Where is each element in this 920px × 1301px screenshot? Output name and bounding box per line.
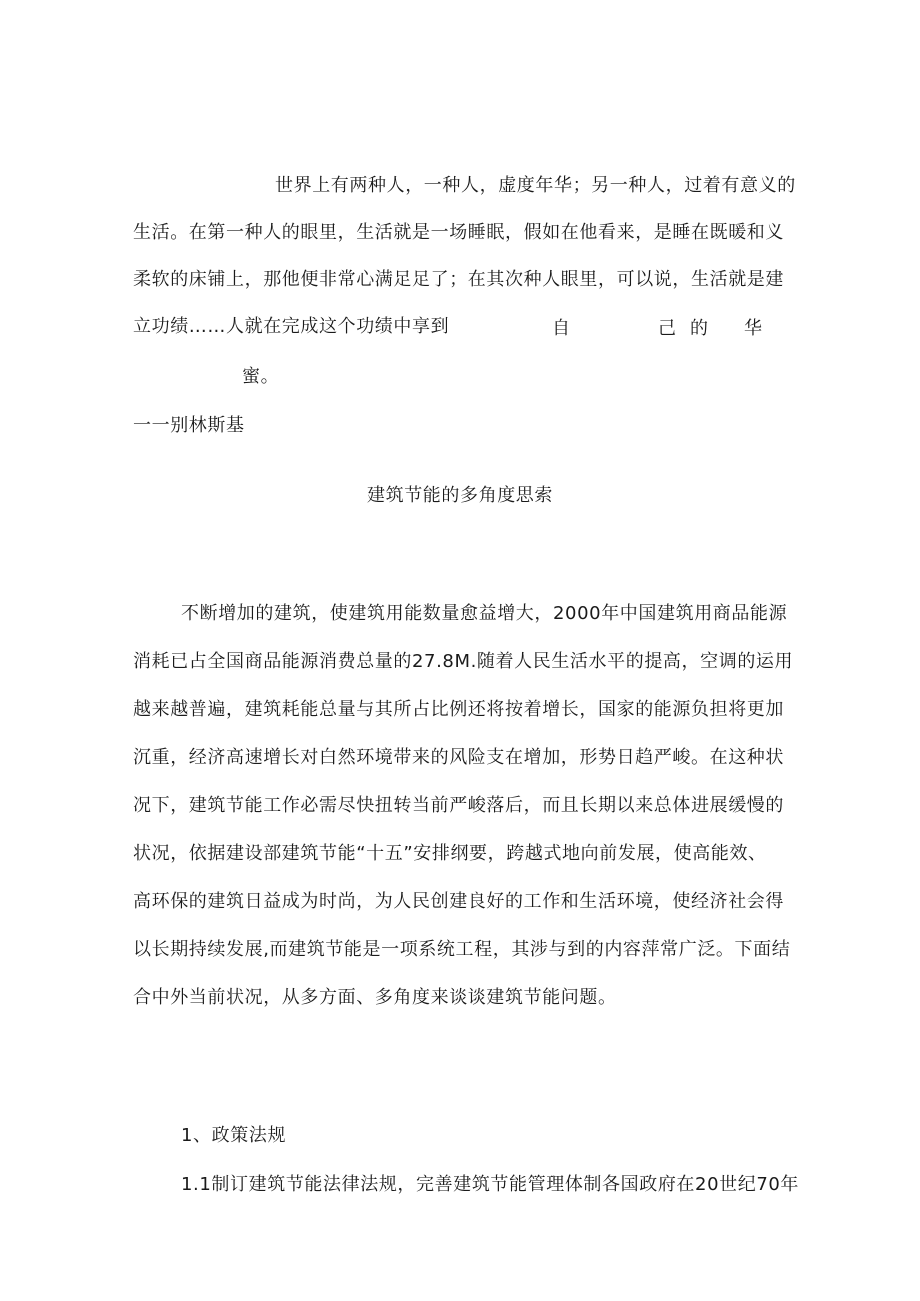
paragraph-line-3: 越来越普遍，建筑耗能总量与其所占比例还将按着增长，国家的能源负担将更加	[133, 699, 784, 720]
paragraph-line-5: 况下，建筑节能工作必需尽快扭转当前严峻落后，而且长期以来总体进展缓慢的	[133, 795, 784, 816]
paragraph-line-6: 状况，依据建设部建筑节能“十五”安排纲要，跨越式地向前发展，使高能效、	[133, 843, 767, 864]
quote-char-3: 的	[690, 318, 708, 339]
paragraph-line-2: 消耗已占全国商品能源消费总量的27.8M.随着人民生活水平的提高，空调的运用	[133, 651, 794, 672]
section-1-1-line: 1.1制订建筑节能法律法规，完善建筑节能管理体制各国政府在20世纪70年	[181, 1174, 800, 1195]
article-title: 建筑节能的多角度思索	[367, 485, 553, 506]
quote-author: 一一别林斯基	[133, 415, 245, 436]
quote-char-4: 华	[744, 318, 762, 339]
quote-char-1: 自	[552, 318, 570, 339]
paragraph-line-9: 合中外当前状况，从多方面、多角度来谈谈建筑节能问题。	[133, 987, 617, 1008]
paragraph-line-7: 高环保的建筑日益成为时尚，为人民创建良好的工作和生活环境，使经济社会得	[133, 891, 784, 912]
paragraph-line-4: 沉重，经济高速增长对白然环境带来的风险支在增加，形势日趋严峻。在这种状	[133, 747, 784, 768]
paragraph-line-8: 以长期持续发展,而建筑节能是一项系统工程，其涉与到的内容萍常广泛。下面结	[133, 939, 791, 960]
section-heading-1: 1、政策法规	[181, 1125, 287, 1146]
quote-line-4: 立功绩……人就在完成这个功绩中享到	[133, 316, 450, 337]
quote-line-2: 生活。在第一种人的眼里，生活就是一场睡眠，假如在他看来，是睡在既暖和义	[133, 222, 784, 243]
paragraph-line-1: 不断增加的建筑，使建筑用能数量愈益增大，2000年中国建筑用商品能源	[181, 603, 788, 624]
quote-char-2: 己	[658, 318, 676, 339]
quote-line-3: 柔软的床铺上，那他便非常心满足足了；在其次种人眼里，可以说，生活就是建	[133, 269, 784, 290]
quote-line-5: 蜜。	[242, 366, 280, 387]
quote-line-1: 世界上有两种人，一种人，虚度年华；另一种人，过着有意义的	[275, 175, 796, 196]
